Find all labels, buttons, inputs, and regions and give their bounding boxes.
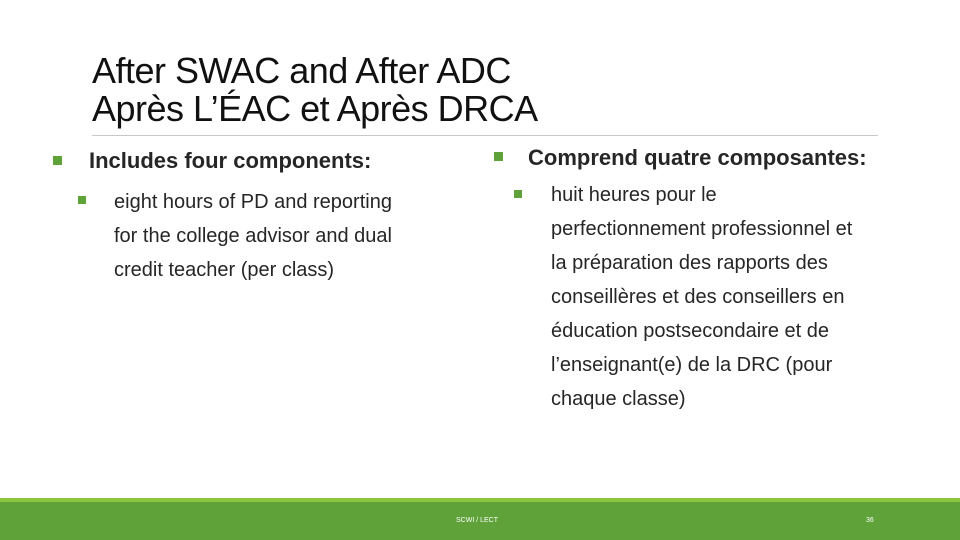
right-sub-line: éducation postsecondaire et de <box>551 320 829 342</box>
left-sub-bullet-text <box>114 185 392 287</box>
right-heading: Comprend quatre composantes: <box>528 145 867 170</box>
left-sub-line: credit teacher (per class) <box>114 259 335 281</box>
slide-title <box>92 52 792 128</box>
bullet-icon <box>53 156 62 165</box>
right-sub-line: l’enseignant(e) de la DRC (pour <box>551 354 833 376</box>
right-sub-line: perfectionnement professionnel et <box>551 218 853 240</box>
sub-bullet-icon <box>78 196 86 204</box>
title-line-english: After SWAC and After ADC <box>92 50 511 91</box>
footer-label: SCWI / LECT <box>456 517 499 524</box>
footer-accent <box>0 498 960 502</box>
left-heading: Includes four components: <box>89 148 372 173</box>
right-sub-line: la préparation des rapports des <box>551 252 828 274</box>
title-line-french: Après L’ÉAC et Après DRCA <box>92 88 538 129</box>
sub-bullet-icon <box>514 190 522 198</box>
bullet-icon <box>494 152 503 161</box>
page-number: 36 <box>866 517 874 524</box>
right-sub-line: chaque classe) <box>551 388 686 410</box>
right-sub-line: huit heures pour le <box>551 184 717 206</box>
left-sub-line: eight hours of PD and reporting <box>114 191 392 213</box>
left-sub-line: for the college advisor and dual <box>114 225 392 247</box>
title-divider <box>92 135 878 136</box>
right-sub-bullet-text <box>551 178 852 416</box>
right-sub-line: conseillères et des conseillers en <box>551 286 845 308</box>
